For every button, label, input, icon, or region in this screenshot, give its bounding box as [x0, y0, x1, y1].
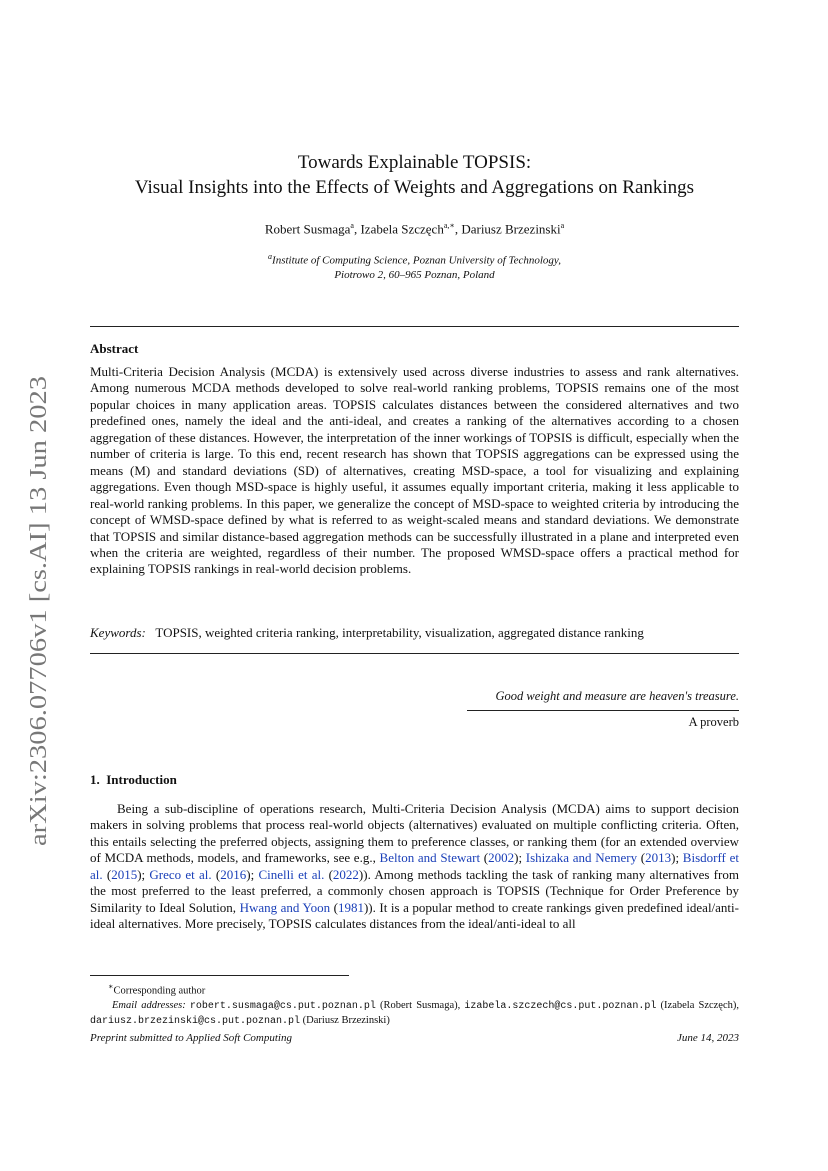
- citation-link[interactable]: 1981: [337, 899, 364, 915]
- paper-title-line-2: Visual Insights into the Effects of Weights and Aggregations on Rankings: [134, 177, 695, 198]
- email-label: Email addresses:: [112, 999, 186, 1011]
- affiliation: [90, 250, 739, 282]
- citation-link[interactable]: Bisdorff et al.: [90, 850, 739, 882]
- affiliation-mark: a: [268, 252, 273, 261]
- keywords-label: Keywords:: [90, 625, 146, 640]
- author-list: Robert Susmaga$^a$, Izabela Szczęch$^{a,∗}$, Dariusz Brzezinski$^a$: [264, 221, 565, 237]
- arxiv-id: arXiv:2306.07706v1 [cs.AI] 13 Jun 2023: [26, 450, 52, 846]
- footnote: ∗Corresponding author Email addresses: robert.susmaga@cs.put.poznan.pl (Robert Susmaga), izabela.szczech@cs.put.poznan.pl (Izabela Szczęch), dariusz.brzezinski@cs.put.poznan.pl (Dariusz Brzezinski): [90, 982, 739, 1027]
- citation-link[interactable]: Ishizaka and Nemery: [525, 850, 638, 866]
- arxiv-stamp: [12, 376, 60, 846]
- citation-link[interactable]: 2013: [645, 850, 672, 866]
- citation-link[interactable]: Belton and Stewart: [379, 850, 481, 866]
- affiliation-line-2: Piotrowo 2, 60–965 Poznan, Poland: [334, 268, 495, 281]
- epigraph-rule: [467, 710, 739, 711]
- affiliation-line-1: Institute of Computing Science, Poznan University of Technology,: [272, 254, 561, 267]
- email-address[interactable]: izabela.szczech@cs.put.poznan.pl: [464, 1000, 657, 1012]
- introduction-body: [90, 801, 739, 933]
- abstract-bottom-rule: [90, 653, 739, 654]
- abstract-top-rule: [90, 326, 739, 327]
- corresponding-author-note: Corresponding author: [113, 985, 206, 997]
- citation-link[interactable]: Hwang and Yoon: [239, 899, 331, 915]
- epigraph-source: A proverb: [688, 715, 739, 729]
- preprint-note: Preprint submitted to Applied Soft Computing: [90, 1032, 292, 1044]
- keywords-list: TOPSIS, weighted criteria ranking, interpretability, visualization, aggregated distance ranking: [155, 625, 644, 640]
- paper-title-line-1: Towards Explainable TOPSIS:: [297, 152, 532, 173]
- citation-link[interactable]: 2015: [111, 866, 138, 882]
- citation-link[interactable]: 2022: [332, 866, 359, 882]
- author-affiliation-mark: a: [350, 221, 354, 230]
- citation-link[interactable]: Cinelli et al.: [258, 866, 325, 882]
- author-name: Robert Susmaga: [264, 221, 351, 237]
- author-name: Izabela Szczęch: [360, 221, 444, 237]
- author-name: Dariusz Brzezinski: [461, 221, 561, 237]
- preprint-date: June 14, 2023: [676, 1032, 739, 1044]
- email-address[interactable]: robert.susmaga@cs.put.poznan.pl: [189, 1000, 376, 1012]
- introduction-paragraph: Being a sub-discipline of operations research, Multi-Criteria Decision Analysis (MCDA) aims to support decision makers in solving problems that process real-world objects (alternatives) evaluated on multiple conflicting criteria. Often, this entails selecting the preferred objects, assigning them to preference classes, or ranking them (for an extended overview of MCDA methods, models, and frameworks, see e.g., Belton and Stewart (2002); Ishizaka and Nemery (2013); Bisdorff et al. (2015); Greco et al. (2016); Cinelli et al. (2022)). Among methods tackling the task of ranking many alternatives from the most preferred to the least preferred, a commonly chosen approach is TOPSIS (Technique for Order Preference by Similarity to Ideal Solution, Hwang and Yoon (1981)). It is a popular method to create rankings given predefined ideal/anti-ideal alternatives. More precisely, TOPSIS calculates distances from the ideal/anti-ideal to all: [90, 801, 739, 932]
- citation-link[interactable]: 2002: [488, 850, 515, 866]
- abstract-heading: Abstract: [90, 341, 139, 356]
- epigraph-quote: Good weight and measure are heaven's treasure.: [495, 689, 739, 703]
- section-heading: [90, 772, 177, 788]
- abstract-body: Multi-Criteria Decision Analysis (MCDA) is extensively used across diverse industries to assess and rank alternatives. Among numerous MCDA methods developed to solve real-world ranking problems, TOPSIS remains one of the most popular choices in many application areas. TOPSIS calculates distances between the considered alternatives and two predefined ones, namely the ideal and the anti-ideal, and creates a ranking of the alternatives according to a chosen aggregation of these distances. However, the interpretation of the inner workings of TOPSIS is difficult, especially when the number of criteria is large. To this end, recent research has shown that TOPSIS aggregations can be expressed using the means (M) and standard deviations (SD) of alternatives, creating MSD-space, a tool for visualizing and explaining aggregations. Even though MSD-space is highly useful, it assumes equally important criteria, making it less applicable to real-world ranking problems. In this paper, we generalize the concept of MSD-space to weighted criteria by introducing the concept of WMSD-space defined by what is referred to as weight-scaled means and standard deviations. We demonstrate that TOPSIS and similar distance-based aggregation methods can be successfully illustrated in a plane and interpreted even when the criteria are weighted, regardless of their number. The proposed WMSD-space offers a practical method for explaining TOPSIS rankings in real-world decision problems.: [90, 364, 739, 577]
- footnote-rule: [90, 975, 349, 976]
- author-affiliation-mark: a,∗: [443, 221, 455, 230]
- keywords: [90, 625, 770, 641]
- section-number: 1.: [90, 772, 100, 787]
- citation-link[interactable]: 2016: [220, 866, 247, 882]
- section-title: Introduction: [106, 772, 177, 787]
- email-address[interactable]: dariusz.brzezinski@cs.put.poznan.pl: [90, 1015, 301, 1027]
- citation-link[interactable]: Greco et al.: [149, 866, 212, 882]
- footnote-mark: ∗: [108, 982, 114, 991]
- author-affiliation-mark: a: [560, 221, 565, 230]
